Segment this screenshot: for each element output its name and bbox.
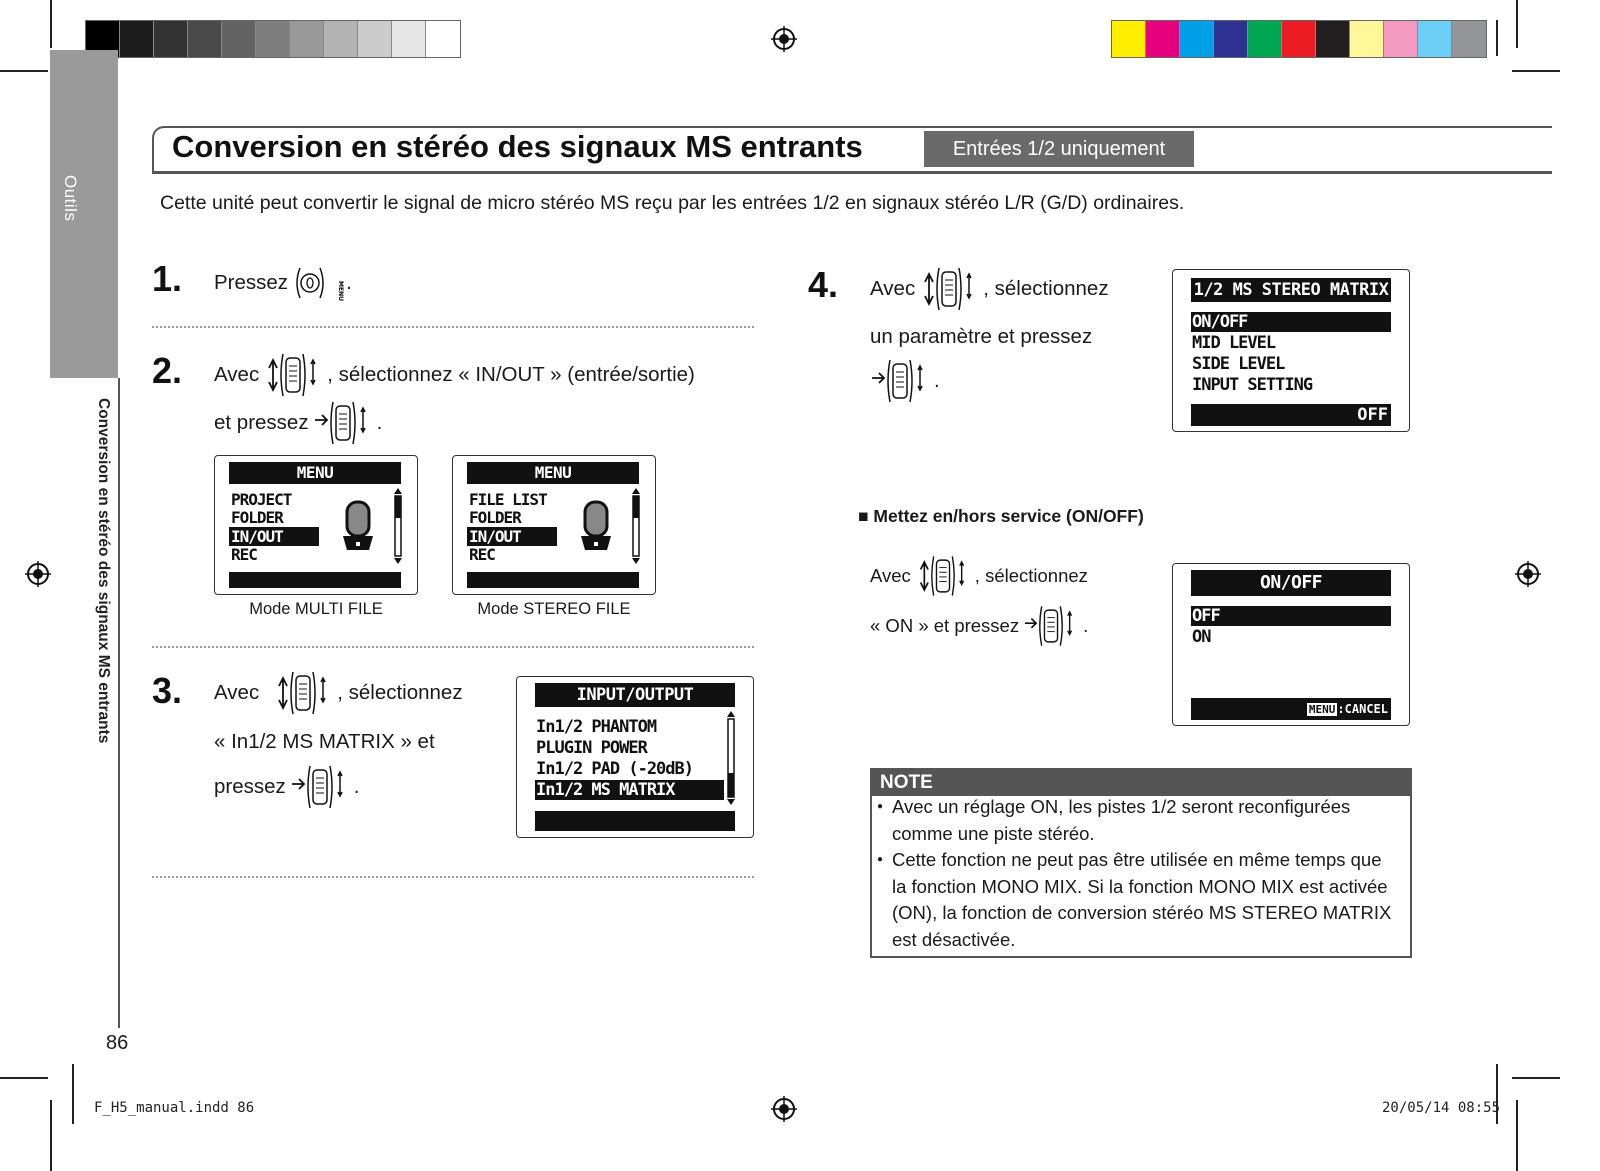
- crop-mark: [1496, 20, 1498, 56]
- scroll-wheel-icon: [915, 552, 971, 600]
- step-number: 4.: [808, 264, 839, 305]
- step-text: un paramètre et pressez: [870, 325, 1093, 348]
- lcd-item: ON: [1192, 627, 1211, 647]
- gray-swatch: [358, 21, 392, 57]
- gray-swatch: [324, 21, 358, 57]
- lcd-item-selected: In1/2 MS MATRIX: [535, 780, 724, 800]
- screen-caption: Mode STEREO FILE: [477, 600, 631, 618]
- lcd-header: MENU: [229, 462, 401, 484]
- step-text: .: [934, 369, 940, 392]
- step-2-line-1: [214, 350, 695, 400]
- lcd-footer: [535, 811, 735, 831]
- lcd-header: ON/OFF: [1191, 570, 1391, 596]
- slug-date: 20/05/14 08:55: [1382, 1100, 1501, 1116]
- color-swatch: [1282, 21, 1316, 57]
- press-wheel-icon: [1023, 602, 1079, 650]
- color-swatch: [1112, 21, 1146, 57]
- scroll-wheel-icon: [273, 668, 333, 718]
- menu-key-badge: MENU: [1308, 703, 1336, 716]
- gray-swatch: [222, 21, 256, 57]
- step-number: 2.: [152, 350, 183, 391]
- cancel-label: :CANCEL: [1337, 702, 1388, 716]
- step-text: , sélectionnez: [337, 681, 463, 704]
- lcd-header: 1/2 MS STEREO MATRIX: [1191, 278, 1391, 302]
- crop-mark: [1512, 70, 1560, 72]
- step-text: Avec: [870, 565, 911, 586]
- scroll-wheel-icon: [919, 264, 979, 314]
- crop-mark: [50, 0, 52, 48]
- divider: [152, 646, 754, 648]
- scrollbar: [393, 488, 403, 564]
- lcd-item-selected: ON/OFF: [1191, 312, 1391, 332]
- lcd-item-selected: OFF: [1191, 606, 1391, 626]
- step-3-line-3: [214, 762, 359, 812]
- registration-mark-icon: [25, 561, 51, 587]
- lcd-item: FILE LIST: [469, 490, 547, 509]
- lcd-item: FOLDER: [469, 508, 521, 527]
- step-text: Avec: [214, 681, 260, 704]
- step-text: Avec: [214, 363, 260, 386]
- registration-mark-icon: [771, 1096, 797, 1122]
- microphone-icon: [339, 498, 377, 556]
- step-text: pressez: [214, 775, 286, 798]
- step-4-line-1: [870, 264, 1109, 314]
- note-item: ● Cette fonction ne peut pas être utilisée en même temps que la fonction MONO MIX. Si la fonction MONO MIX est activée (ON), la fonction de conversion stéréo MS STEREO MATRIX est désactivée.: [892, 847, 1400, 953]
- step-text: Avec: [870, 277, 916, 300]
- color-swatch: [1214, 21, 1248, 57]
- divider: [152, 876, 754, 878]
- lcd-item: PLUGIN POWER: [536, 738, 647, 758]
- lcd-header: INPUT/OUTPUT: [535, 683, 735, 707]
- slug-file: F_H5_manual.indd 86: [94, 1100, 255, 1116]
- color-swatch: [1452, 21, 1486, 57]
- lcd-item: MID LEVEL: [1192, 333, 1276, 353]
- color-swatch: [1316, 21, 1350, 57]
- section-tab-label: Outils: [61, 175, 80, 222]
- intro-text: Cette unité peut convertir le signal de micro stéréo MS reçu par les entrées 1/2 en signaux stéréo L/R (G/D) ordinaires.: [160, 192, 1185, 214]
- step-number: 1.: [152, 258, 183, 299]
- lcd-item: REC: [469, 545, 495, 564]
- gray-swatch: [392, 21, 426, 57]
- lcd-menu-stereo: [452, 455, 656, 595]
- step-text: .: [376, 411, 383, 434]
- step-text: « In1/2 MS MATRIX » et: [214, 730, 435, 753]
- lcd-footer: [1191, 698, 1391, 720]
- press-wheel-icon: [313, 398, 373, 448]
- section-heading: ■ Mettez en/hors service (ON/OFF): [858, 506, 1144, 526]
- step-text: , sélectionnez « IN/OUT » (entrée/sortie): [327, 363, 695, 386]
- lcd-header: MENU: [467, 462, 639, 484]
- color-bar: [1111, 20, 1487, 58]
- step-text: , sélectionnez: [983, 277, 1109, 300]
- inputs-badge: Entrées 1/2 uniquement: [924, 131, 1194, 167]
- microphone-icon: [577, 498, 615, 556]
- lcd-item-selected: IN/OUT: [467, 527, 557, 546]
- step-text: .: [353, 775, 360, 798]
- gray-swatch: [154, 21, 188, 57]
- onoff-line-2: [870, 602, 1088, 650]
- lcd-footer: [229, 572, 401, 588]
- registration-mark-icon: [1515, 561, 1541, 587]
- lcd-item: In1/2 PAD (-20dB): [536, 759, 693, 779]
- crop-mark: [50, 1100, 52, 1171]
- lcd-item: SIDE LEVEL: [1192, 354, 1285, 374]
- step-text: .: [346, 271, 352, 294]
- note-item: ● Avec un réglage ON, les pistes 1/2 seront reconfigurées comme une piste stéréo.: [892, 794, 1400, 847]
- onoff-line-1: [870, 552, 1088, 600]
- step-text: , sélectionnez: [974, 565, 1088, 586]
- color-swatch: [1384, 21, 1418, 57]
- lcd-footer: [467, 572, 639, 588]
- lcd-item: PROJECT: [231, 490, 292, 509]
- color-swatch: [1248, 21, 1282, 57]
- lcd-item: FOLDER: [231, 508, 283, 527]
- registration-mark-icon: [771, 26, 797, 52]
- color-swatch: [1418, 21, 1452, 57]
- gray-swatch: [256, 21, 290, 57]
- scrollbar: [631, 488, 641, 564]
- lcd-item: In1/2 PHANTOM: [536, 717, 657, 737]
- step-text: « ON » et pressez: [870, 615, 1020, 636]
- scroll-wheel-icon: [263, 350, 323, 400]
- divider: [152, 326, 754, 328]
- crop-mark: [1512, 1077, 1560, 1079]
- step-4-line-2: [870, 325, 1092, 349]
- grayscale-bar: [85, 20, 461, 58]
- gray-swatch: [120, 21, 154, 57]
- menu-key-label: MENU: [337, 281, 345, 301]
- step-3-line-1: [214, 668, 463, 718]
- step-number: 3.: [152, 670, 183, 711]
- page-title: Conversion en stéréo des signaux MS entrants: [172, 129, 863, 164]
- step-1-text: [214, 266, 352, 300]
- step-text: Pressez: [214, 271, 289, 294]
- crop-mark: [1516, 0, 1518, 48]
- side-rule: [118, 378, 120, 1028]
- lcd-item: INPUT SETTING: [1192, 375, 1313, 395]
- step-4-line-3: [870, 356, 940, 406]
- gray-swatch: [426, 21, 460, 57]
- lcd-item-selected: IN/OUT: [229, 527, 319, 546]
- step-3-line-2: [214, 730, 435, 754]
- step-text: et pressez: [214, 411, 309, 434]
- menu-button-icon: [292, 266, 345, 301]
- lcd-on-off: [1172, 563, 1410, 726]
- crop-mark: [1516, 1100, 1518, 1171]
- press-wheel-icon: [870, 356, 930, 406]
- color-swatch: [1180, 21, 1214, 57]
- step-2-line-2: [214, 398, 382, 448]
- screen-caption: Mode MULTI FILE: [249, 600, 383, 618]
- lcd-menu-multi: [214, 455, 418, 595]
- color-swatch: [1146, 21, 1180, 57]
- gray-swatch: [290, 21, 324, 57]
- page-number: 86: [106, 1032, 129, 1054]
- step-text: .: [1083, 615, 1089, 636]
- crop-mark: [0, 70, 48, 72]
- lcd-input-output: [516, 676, 754, 838]
- crop-mark: [0, 1077, 48, 1079]
- crop-mark: [72, 1064, 74, 1124]
- lcd-ms-stereo-matrix: [1172, 269, 1410, 432]
- running-title: Conversion en stéréo des signaux MS entrants: [95, 398, 112, 744]
- note-box: [870, 768, 1412, 958]
- note-heading: NOTE: [872, 770, 1410, 796]
- lcd-item: REC: [231, 545, 257, 564]
- press-wheel-icon: [290, 762, 350, 812]
- color-swatch: [1350, 21, 1384, 57]
- note-list: [872, 794, 1410, 953]
- gray-swatch: [188, 21, 222, 57]
- lcd-footer-value: OFF: [1191, 404, 1391, 426]
- scrollbar: [725, 711, 737, 805]
